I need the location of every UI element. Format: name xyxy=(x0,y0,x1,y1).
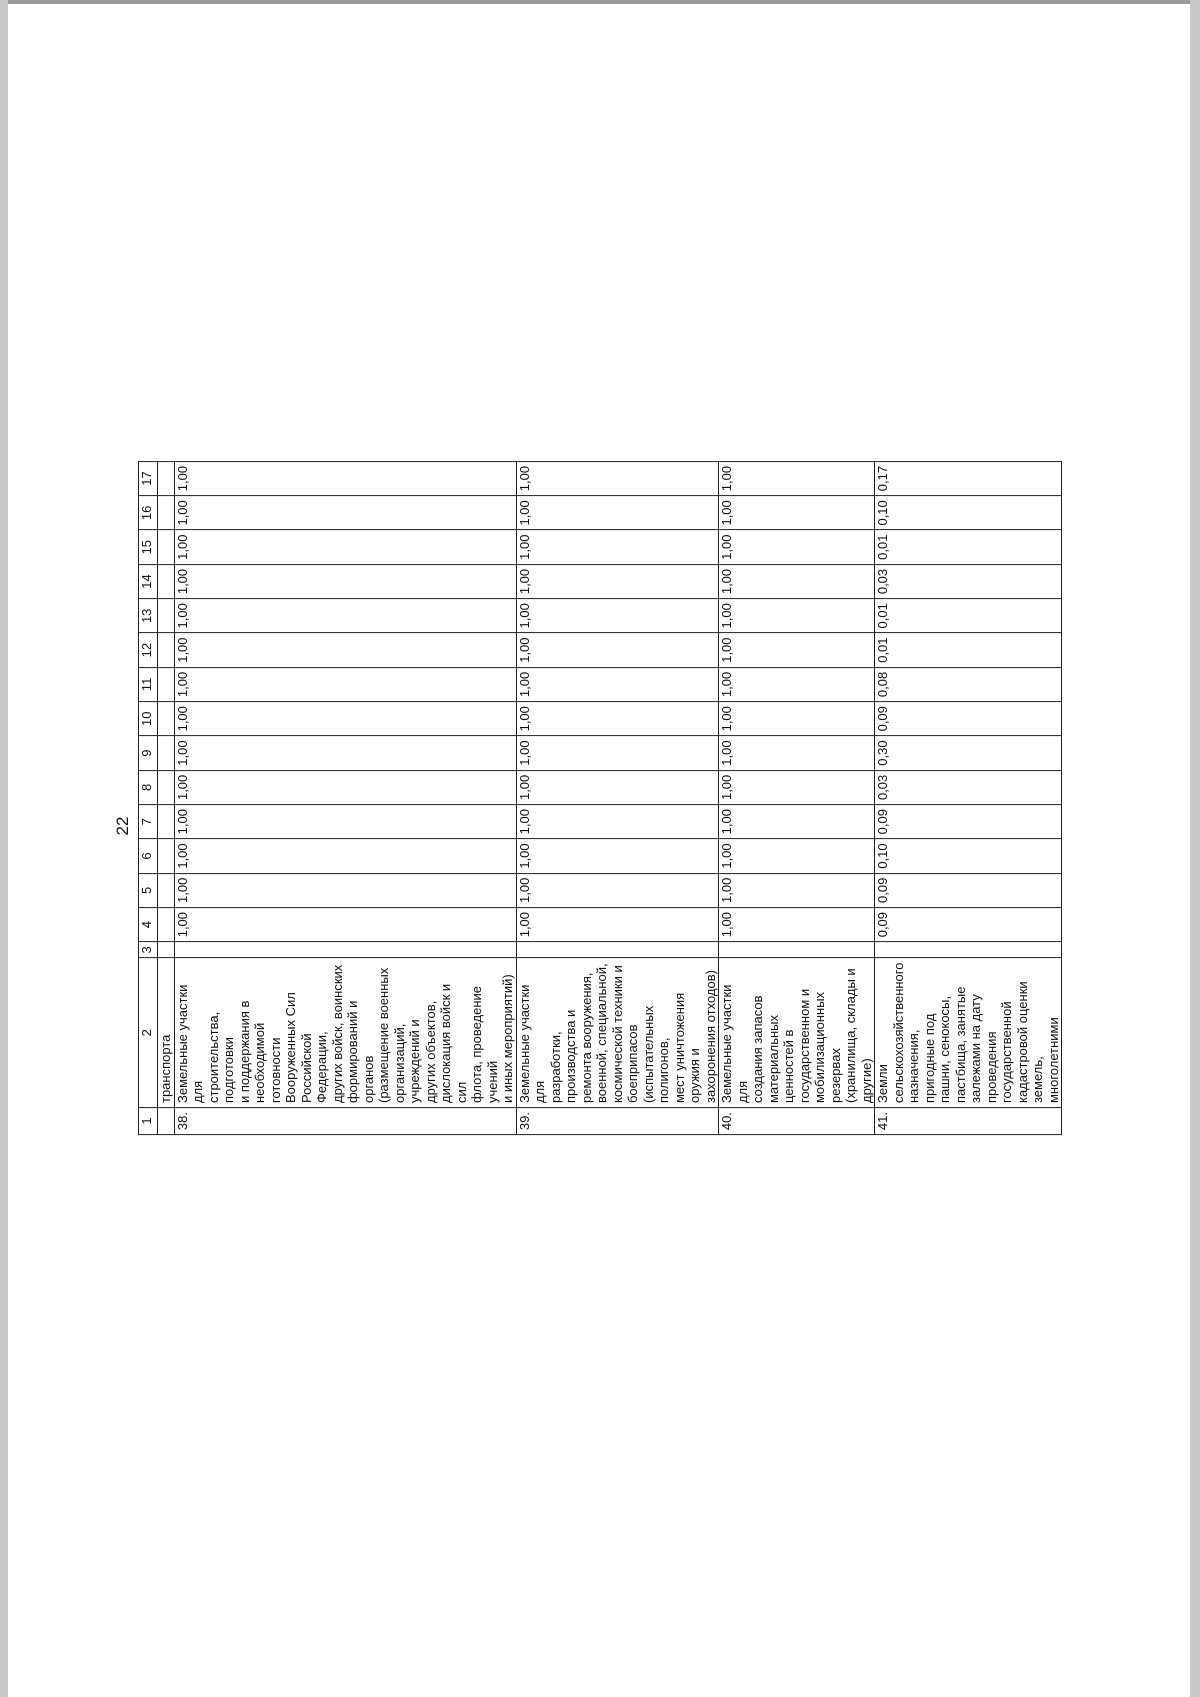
value-cell: 1,00 xyxy=(516,496,719,530)
value-cell: 0,01 xyxy=(875,599,1062,633)
table-row xyxy=(719,461,875,1134)
value-cell: 1,00 xyxy=(719,839,875,873)
value-cell: 1,00 xyxy=(174,564,516,598)
row-number: 41. xyxy=(875,1108,1062,1135)
value-cell: 0,09 xyxy=(875,907,1062,941)
value-cell: 1,00 xyxy=(516,839,719,873)
value-cell: 1,00 xyxy=(174,461,516,495)
column-header: 3 xyxy=(139,942,158,958)
value-cell: 1,00 xyxy=(174,496,516,530)
value-cell: 0,17 xyxy=(875,461,1062,495)
value-cell: 1,00 xyxy=(719,736,875,770)
scan-top-edge xyxy=(0,0,1200,4)
column-header: 14 xyxy=(139,564,158,598)
column-header: 11 xyxy=(139,667,158,701)
value-cell: 1,00 xyxy=(719,667,875,701)
column-header: 2 xyxy=(139,958,158,1108)
value-cell: 1,00 xyxy=(174,805,516,839)
row-column-3 xyxy=(174,942,516,958)
value-cell: 1,00 xyxy=(516,702,719,736)
column-header: 4 xyxy=(139,907,158,941)
column-header: 12 xyxy=(139,633,158,667)
value-cell: 1,00 xyxy=(719,564,875,598)
value-cell: 1,00 xyxy=(719,873,875,907)
table-cell xyxy=(158,702,175,736)
row-number: 38. xyxy=(174,1108,516,1135)
value-cell: 1,00 xyxy=(719,702,875,736)
continuation-text: транспорта xyxy=(158,958,175,1108)
rotated-table-wrapper xyxy=(138,461,1062,1135)
value-cell: 1,00 xyxy=(174,530,516,564)
table-cell xyxy=(158,770,175,804)
column-header: 15 xyxy=(139,530,158,564)
value-cell: 0,09 xyxy=(875,873,1062,907)
table-cell xyxy=(158,805,175,839)
value-cell: 0,30 xyxy=(875,736,1062,770)
value-cell: 0,10 xyxy=(875,496,1062,530)
column-header: 7 xyxy=(139,805,158,839)
value-cell: 1,00 xyxy=(719,496,875,530)
table-cell xyxy=(158,599,175,633)
data-table xyxy=(138,461,1062,1135)
table-cell xyxy=(158,839,175,873)
value-cell: 0,01 xyxy=(875,530,1062,564)
row-number: 39. xyxy=(516,1108,719,1135)
value-cell: 1,00 xyxy=(719,530,875,564)
row-column-3 xyxy=(719,942,875,958)
value-cell: 0,09 xyxy=(875,702,1062,736)
column-number-header-row xyxy=(139,461,158,1134)
table-cell xyxy=(158,633,175,667)
column-header: 9 xyxy=(139,736,158,770)
value-cell: 0,08 xyxy=(875,667,1062,701)
value-cell: 0,01 xyxy=(875,633,1062,667)
table-cell xyxy=(158,461,175,495)
row-description: Земельные участки для создания запасов материальных ценностей в государственном и мобилизационных резервах (хранилища, склады и другие) xyxy=(719,958,875,1108)
value-cell: 1,00 xyxy=(516,736,719,770)
row-description: Земельные участки для разработки, производства и ремонта вооружения, военной, специальной, космической техники и боеприпасов (испытательных полигонов, мест уничтожения оружия и захоронения отходов) xyxy=(516,958,719,1108)
page-number: 22 xyxy=(113,816,132,836)
scan-right-edge xyxy=(1190,0,1200,1697)
table-cell xyxy=(158,1108,175,1135)
value-cell: 1,00 xyxy=(174,770,516,804)
column-header: 6 xyxy=(139,839,158,873)
value-cell: 1,00 xyxy=(516,564,719,598)
table-cell xyxy=(158,736,175,770)
table-cell xyxy=(158,667,175,701)
value-cell: 1,00 xyxy=(174,736,516,770)
value-cell: 1,00 xyxy=(174,907,516,941)
value-cell: 1,00 xyxy=(719,805,875,839)
column-header: 13 xyxy=(139,599,158,633)
value-cell: 1,00 xyxy=(174,839,516,873)
value-cell: 1,00 xyxy=(516,667,719,701)
value-cell: 1,00 xyxy=(719,907,875,941)
value-cell: 0,10 xyxy=(875,839,1062,873)
table-cell xyxy=(158,873,175,907)
value-cell: 1,00 xyxy=(174,667,516,701)
value-cell: 1,00 xyxy=(516,461,719,495)
column-header: 16 xyxy=(139,496,158,530)
table-cell xyxy=(158,496,175,530)
value-cell: 1,00 xyxy=(174,599,516,633)
value-cell: 0,03 xyxy=(875,564,1062,598)
row-description: Земли сельскохозяйственного назначения, пригодные под пашни, сенокосы, пастбища, занятые залежами на дату проведения государственной кадастровой оценки земель, многолетними xyxy=(875,958,1062,1108)
table-cell xyxy=(158,530,175,564)
value-cell: 1,00 xyxy=(174,702,516,736)
table-row xyxy=(516,461,719,1134)
table-row xyxy=(174,461,516,1134)
value-cell: 1,00 xyxy=(719,770,875,804)
scan-left-edge xyxy=(0,0,8,1697)
value-cell: 1,00 xyxy=(516,599,719,633)
row-column-3 xyxy=(875,942,1062,958)
value-cell: 1,00 xyxy=(719,633,875,667)
value-cell: 0,03 xyxy=(875,770,1062,804)
column-header: 17 xyxy=(139,461,158,495)
row-number: 40. xyxy=(719,1108,875,1135)
column-header: 10 xyxy=(139,702,158,736)
table-cell xyxy=(158,564,175,598)
value-cell: 1,00 xyxy=(516,907,719,941)
value-cell: 1,00 xyxy=(516,530,719,564)
column-header: 8 xyxy=(139,770,158,804)
table-row xyxy=(875,461,1062,1134)
value-cell: 1,00 xyxy=(174,873,516,907)
value-cell: 1,00 xyxy=(516,770,719,804)
value-cell: 1,00 xyxy=(516,873,719,907)
column-header: 5 xyxy=(139,873,158,907)
value-cell: 1,00 xyxy=(174,633,516,667)
table-cell xyxy=(158,942,175,958)
value-cell: 1,00 xyxy=(719,461,875,495)
value-cell: 1,00 xyxy=(516,805,719,839)
value-cell: 0,09 xyxy=(875,805,1062,839)
value-cell: 1,00 xyxy=(516,633,719,667)
row-column-3 xyxy=(516,942,719,958)
continuation-row xyxy=(158,461,175,1134)
value-cell: 1,00 xyxy=(719,599,875,633)
column-header: 1 xyxy=(139,1108,158,1135)
table-cell xyxy=(158,907,175,941)
row-description: Земельные участки для строительства, подготовки и поддержания в необходимой готовности Вооруженных Сил Российской Федерации, других войск, воинских формирований и органов (размещение военных организаций, учреждений и других объектов, дислокация войск и сил флота, проведение учений и иных мероприятий) xyxy=(174,958,516,1108)
